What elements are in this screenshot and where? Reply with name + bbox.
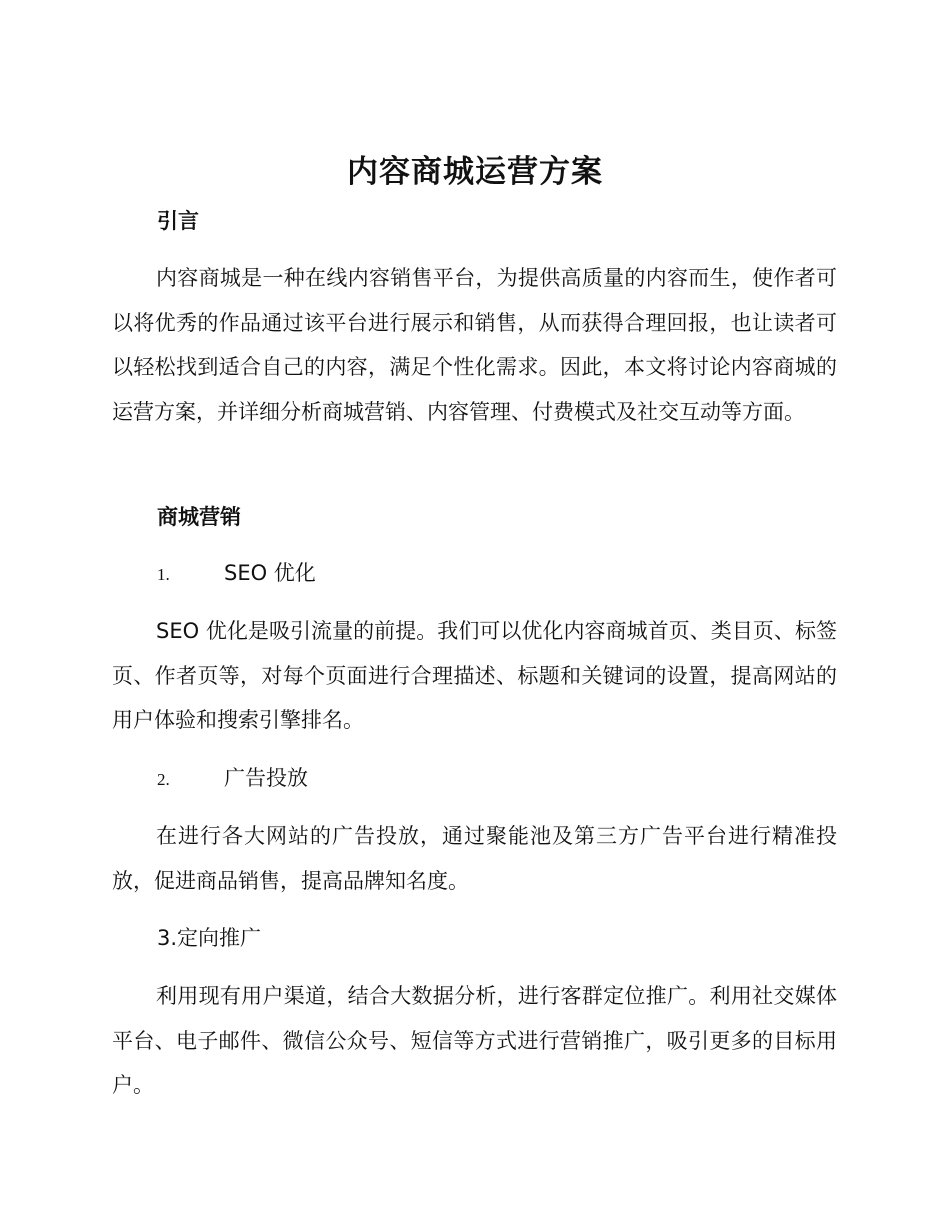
numbered-item-seo [157,558,316,590]
numbered-item-ads [157,763,308,795]
section-heading-marketing: 商城营销 [157,505,241,529]
seo-paragraph: SEO 优化是吸引流量的前提。我们可以优化内容商城首页、类目页、标签页、作者页等，对每个页面进行合理描述、标题和关键词的设置，提高网站的用户体验和搜索引擎排名。 [112,619,837,732]
item-label: SEO 优化 [224,561,316,585]
ads-paragraph: 在进行各大网站的广告投放，通过聚能池及第三方广告平台进行精准投放，促进商品销售，提高品牌知名度。 [112,824,837,893]
subheading-targeted-promotion: 3.定向推广 [157,926,262,950]
intro-paragraph: 内容商城是一种在线内容销售平台，为提供高质量的内容而生，使作者可以将优秀的作品通过该平台进行展示和销售，从而获得合理回报，也让读者可以轻松找到适合自己的内容，满足个性化需求。因此，本文将讨论内容商城的运营方案，并详细分析商城营销、内容管理、付费模式及社交互动等方面。 [112,266,837,424]
item-number: 2. [157,770,170,789]
targeted-promotion-paragraph: 利用现有用户渠道，结合大数据分析，进行客群定位推广。利用社交媒体平台、电子邮件、微信公众号、短信等方式进行营销推广，吸引更多的目标用户。 [112,984,837,1097]
item-label: 广告投放 [224,766,308,790]
item-number: 1. [157,565,170,584]
section-heading-intro: 引言 [157,209,199,233]
document-title: 内容商城运营方案 [347,154,603,190]
